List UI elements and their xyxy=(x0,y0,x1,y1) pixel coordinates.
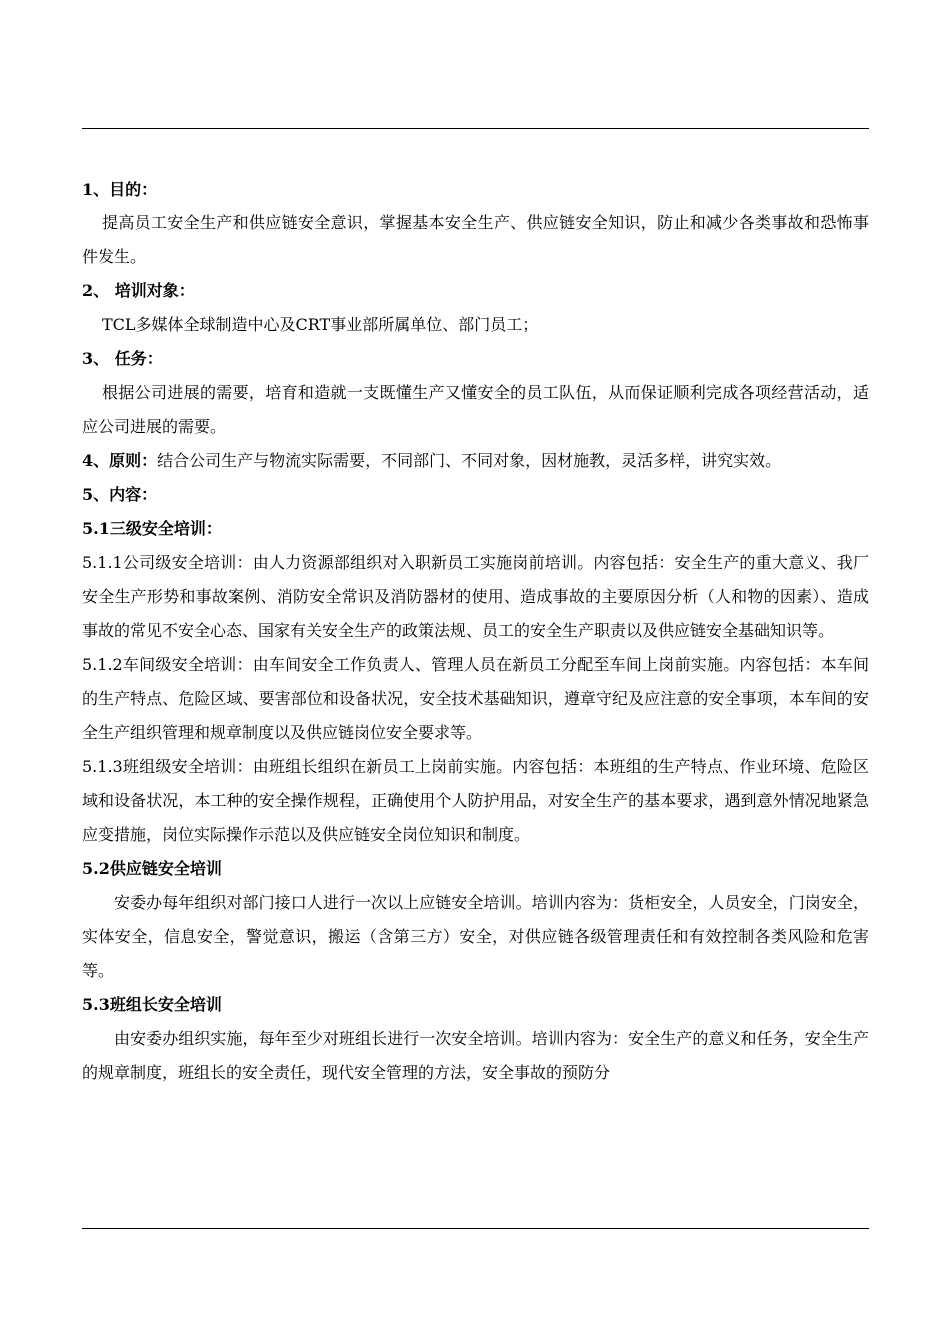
section-2-heading: 2、 培训对象： xyxy=(82,281,195,300)
section-5-2-body: 安委办每年组织对部门接口人进行一次以上应链安全培训。培训内容为：货柜安全，人员安全，门岗安全，实体安全，信息安全，警觉意识，搬运（含第三方）安全，对供应链各级管理责任和有效控制各类风险和危害等。 xyxy=(82,893,869,980)
section-4-body: 结合公司生产与物流实际需要，不同部门、不同对象，因材施教，灵活多样，讲究实效。 xyxy=(157,451,782,470)
section-3-heading: 3、 任务： xyxy=(82,349,163,368)
footer-rule xyxy=(82,1228,869,1229)
section-4-label: 4、原则： xyxy=(82,451,158,470)
section-3-body: 根据公司进展的需要，培育和造就一支既懂生产又懂安全的员工队伍，从而保证顺利完成各项经营活动，适应公司进展的需要。 xyxy=(82,383,869,436)
section-1-body: 提高员工安全生产和供应链安全意识，掌握基本安全生产、供应链安全知识，防止和减少各类事故和恐怖事件发生。 xyxy=(82,213,869,266)
section-4 xyxy=(82,444,869,478)
document-body xyxy=(82,176,869,1090)
section-5-1-3: 5.1.3班组级安全培训：由班组长组织在新员工上岗前实施。内容包括：本班组的生产特点、作业环境、危险区域和设备状况，本工种的安全操作规程，正确使用个人防护用品，对安全生产的基本要求，遇到意外情况地紧急应变措施，岗位实际操作示范以及供应链安全岗位知识和制度。 xyxy=(82,757,869,844)
section-5-3-heading: 5.3班组长安全培训 xyxy=(82,995,222,1014)
section-5-3-body: 由安委办组织实施，每年至少对班组长进行一次安全培训。培训内容为：安全生产的意义和任务，安全生产的规章制度，班组长的安全责任，现代安全管理的方法，安全事故的预防分 xyxy=(82,1029,869,1082)
section-5-1-heading: 5.1三级安全培训： xyxy=(82,519,222,538)
header-rule xyxy=(82,128,869,129)
section-1-heading: 1、目的： xyxy=(82,180,158,199)
section-5-1-1: 5.1.1公司级安全培训：由人力资源部组织对入职新员工实施岗前培训。内容包括：安全生产的重大意义、我厂安全生产形势和事故案例、消防安全常识及消防器材的使用、造成事故的主要原因分析（人和物的因素）、造成事故的常见不安全心态、国家有关安全生产的政策法规、员工的安全生产职责以及供应链安全基础知识等。 xyxy=(82,553,869,640)
section-5-heading: 5、内容： xyxy=(82,485,158,504)
section-5-1-2: 5.1.2车间级安全培训：由车间安全工作负责人、管理人员在新员工分配至车间上岗前实施。内容包括：本车间的生产特点、危险区域、要害部位和设备状况，安全技术基础知识，遵章守纪及应注意的安全事项，本车间的安全生产组织管理和规章制度以及供应链岗位安全要求等。 xyxy=(82,655,869,742)
section-2-body: TCL多媒体全球制造中心及CRT事业部所属单位、部门员工； xyxy=(102,315,539,334)
section-5-2-heading: 5.2供应链安全培训 xyxy=(82,859,222,878)
